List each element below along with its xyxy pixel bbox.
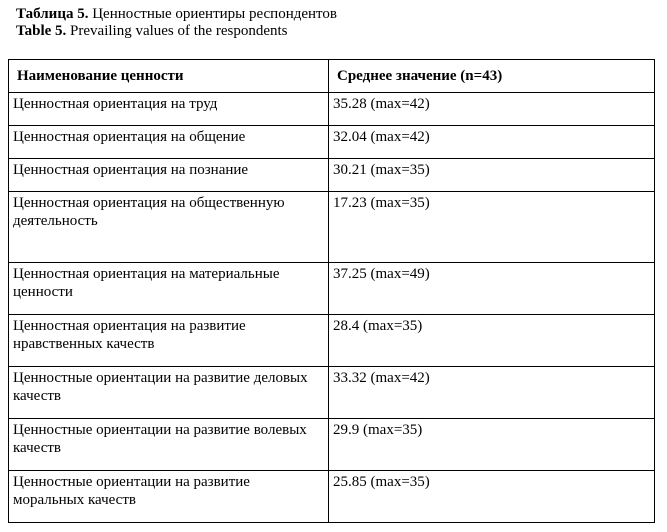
caption-ru-label: Таблица 5.: [16, 6, 89, 22]
table-row: [9, 192, 655, 263]
caption-en-text: Prevailing values of the respondents: [66, 23, 288, 39]
table-row: [9, 419, 655, 471]
table-row: [9, 263, 655, 315]
value-mean: 17.23 (max=35): [329, 192, 655, 263]
value-mean: 35.28 (max=42): [329, 93, 655, 126]
value-name: Ценностная ориентация на общение: [9, 126, 329, 159]
value-name: Ценностная ориентация на материальные ценности: [9, 263, 329, 315]
value-name: Ценностная ориентация на познание: [9, 159, 329, 192]
value-name: Ценностная ориентация на развитие нравственных качеств: [9, 315, 329, 367]
table-row: [9, 93, 655, 126]
value-mean: 37.25 (max=49): [329, 263, 655, 315]
value-name: Ценностная ориентация на общественную деятельность: [9, 192, 329, 263]
value-mean: 30.21 (max=35): [329, 159, 655, 192]
values-table: [8, 59, 655, 523]
table-row: [9, 471, 655, 523]
header-value: Среднее значение (n=43): [329, 60, 655, 93]
value-mean: 25.85 (max=35): [329, 471, 655, 523]
value-mean: 28.4 (max=35): [329, 315, 655, 367]
header-name: Наименование ценности: [9, 60, 329, 93]
table-row: [9, 315, 655, 367]
value-name: Ценностные ориентации на развитие деловых качеств: [9, 367, 329, 419]
value-mean: 32.04 (max=42): [329, 126, 655, 159]
table-row: [9, 126, 655, 159]
caption-ru: [16, 6, 337, 23]
table-row: [9, 367, 655, 419]
caption-en-label: Table 5.: [16, 23, 67, 39]
caption-ru-text: Ценностные ориентиры респондентов: [88, 6, 337, 22]
value-mean: 29.9 (max=35): [329, 419, 655, 471]
value-name: Ценностные ориентации на развитие моральных качеств: [9, 471, 329, 523]
value-mean: 33.32 (max=42): [329, 367, 655, 419]
caption-en: [16, 23, 337, 40]
table-caption: [16, 6, 337, 40]
table-row: [9, 159, 655, 192]
value-name: Ценностная ориентация на труд: [9, 93, 329, 126]
header-row: [9, 60, 655, 93]
value-name: Ценностные ориентации на развитие волевых качеств: [9, 419, 329, 471]
